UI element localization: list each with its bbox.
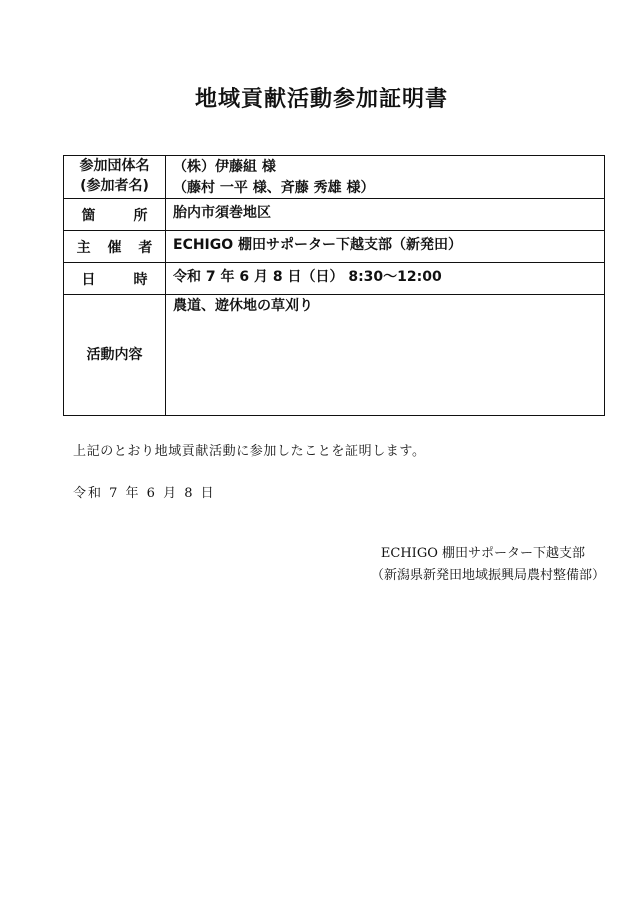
issuer-block xyxy=(371,543,605,587)
certification-statement: 上記のとおり地域貢献活動に参加したことを証明します。 xyxy=(73,444,426,459)
certificate-table xyxy=(63,155,605,416)
location-label-text: 箇 所 xyxy=(81,208,160,224)
participants-company: （株）伊藤組 様 xyxy=(173,159,276,175)
location-label xyxy=(64,199,166,231)
activity-value-text: 農道、遊休地の草刈り xyxy=(173,298,313,314)
organizer-value-text: ECHIGO 棚田サポーター下越支部（新発田） xyxy=(173,237,463,253)
activity-value xyxy=(166,295,605,416)
organizer-label-text: 主 催 者 xyxy=(76,240,159,256)
table-row-organizer xyxy=(64,231,605,263)
participants-label xyxy=(64,156,166,199)
table-row-location xyxy=(64,199,605,231)
activity-label xyxy=(64,295,166,416)
document-title: 地域貢献活動参加証明書 xyxy=(194,87,448,112)
datetime-label xyxy=(64,263,166,295)
issuer-name: ECHIGO 棚田サポーター下越支部 xyxy=(380,546,585,561)
participants-label-line1: 参加団体名 xyxy=(79,158,150,174)
table-row-participants xyxy=(64,156,605,199)
datetime-label-text: 日 時 xyxy=(81,272,160,288)
table-row-activity xyxy=(64,295,605,416)
table-row-datetime xyxy=(64,263,605,295)
activity-label-text: 活動内容 xyxy=(86,347,143,363)
datetime-value xyxy=(166,263,605,295)
organizer-label xyxy=(64,231,166,263)
datetime-value-text: 令和 7 年 6 月 8 日（日） 8:30～12:00 xyxy=(173,269,442,285)
organizer-value xyxy=(166,231,605,263)
participants-names: （藤村 一平 様、斉藤 秀雄 様） xyxy=(173,180,375,196)
issue-date: 令和 7 年 6 月 8 日 xyxy=(73,486,216,501)
location-value xyxy=(166,199,605,231)
location-value-text: 胎内市須巻地区 xyxy=(173,205,271,221)
issuer-department: （新潟県新発田地域振興局農村整備部） xyxy=(370,568,605,583)
participants-label-line2: (参加者名) xyxy=(80,178,149,194)
participants-value xyxy=(166,156,605,199)
